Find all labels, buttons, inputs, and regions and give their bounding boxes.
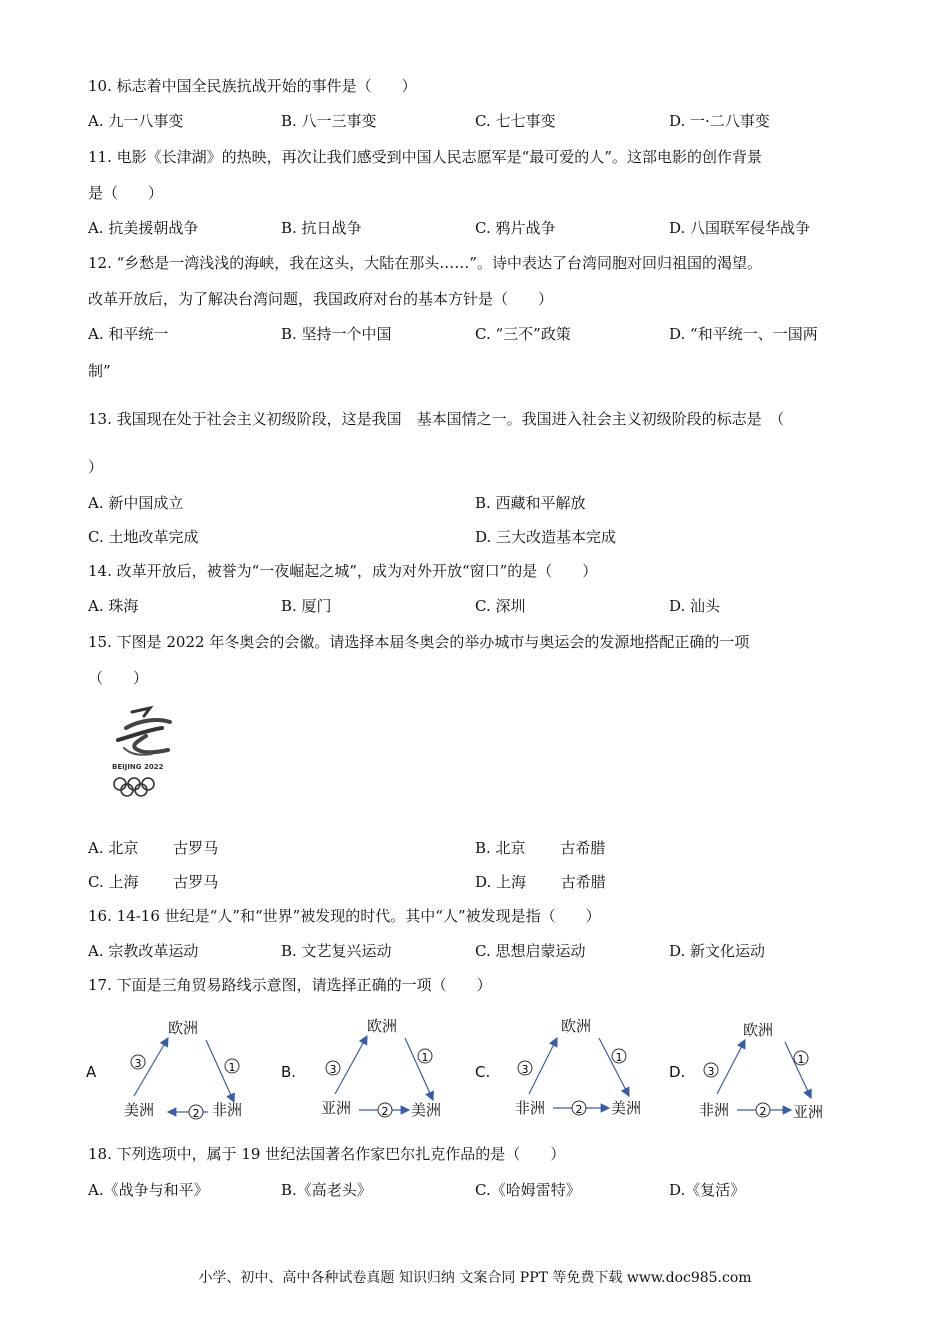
question-18-stem: 18. 下列选项中，属于 19 世纪法国著名作家巴尔扎克作品的是（ ）	[88, 1145, 566, 1163]
question-15-stem-line2: （ ）	[88, 669, 149, 687]
diagram-c-top-label: 欧洲	[561, 1017, 592, 1035]
diagram-b-right-label: 美洲	[411, 1101, 442, 1119]
diagram-c-mark-1: 1	[615, 1051, 623, 1064]
question-13-stem-line1: 13. 我国现在处于社会主义初级阶段，这是我国 基本国情之一。我国进入社会主义初级阶段的标志是 （	[88, 410, 785, 428]
q15-option-a: A. 北京 古罗马	[88, 839, 219, 857]
q10-option-b: B. 八一三事变	[281, 112, 377, 130]
diagram-b-mark-3: 3	[329, 1063, 337, 1076]
q18-option-d: D.《复活》	[669, 1181, 746, 1199]
q18-option-c: C.《哈姆雷特》	[475, 1181, 581, 1199]
q11-option-d: D. 八国联军侵华战争	[669, 219, 811, 237]
q13-option-c: C. 土地改革完成	[88, 528, 199, 546]
question-11-stem-line2: 是（ ）	[88, 184, 164, 202]
trade-diagram-a	[86, 1010, 266, 1125]
diagram-d-arrows	[669, 1010, 849, 1125]
diagram-a-mark-3: 3	[134, 1057, 142, 1070]
q14-option-d: D. 汕头	[669, 597, 721, 615]
q16-option-c: C. 思想启蒙运动	[475, 942, 586, 960]
q16-option-d: D. 新文化运动	[669, 942, 766, 960]
q13-option-d: D. 三大改造基本完成	[475, 528, 617, 546]
diagram-a-top-label: 欧洲	[168, 1019, 199, 1037]
q16-option-a: A. 宗教改革运动	[88, 942, 199, 960]
q15-option-c: C. 上海 古罗马	[88, 873, 219, 891]
question-16-stem: 16. 14-16 世纪是“人”和“世界”被发现的时代。其中“人”被发现是指（ ）	[88, 907, 601, 925]
q10-option-a: A. 九一八事变	[88, 112, 184, 130]
page-footer: 小学、初中、高中各种试卷真题 知识归纳 文案合同 PPT 等免费下载 www.doc985.com	[198, 1270, 752, 1286]
diagram-b-arrows	[281, 1010, 461, 1125]
diagram-a-mark-1: 1	[228, 1061, 236, 1074]
q10-option-c: C. 七七事变	[475, 112, 556, 130]
q11-option-a: A. 抗美援朝战争	[88, 219, 199, 237]
q14-option-b: B. 厦门	[281, 597, 332, 615]
diagram-a-mark-2: 2	[192, 1107, 200, 1120]
q15-option-d: D. 上海 古希腊	[475, 873, 606, 891]
q14-option-a: A. 珠海	[88, 597, 139, 615]
emblem-text: BEIJING 2022	[112, 763, 164, 771]
diagram-b-left-label: 亚洲	[321, 1099, 352, 1117]
trade-diagram-c	[475, 1010, 655, 1125]
q11-option-c: C. 鸦片战争	[475, 219, 556, 237]
emblem-graphic	[110, 706, 180, 802]
diagram-d-left-label: 非洲	[699, 1101, 730, 1119]
question-12-stem-line2: 改革开放后，为了解决台湾问题，我国政府对台的基本方针是（ ）	[88, 290, 554, 308]
q11-option-b: B. 抗日战争	[281, 219, 362, 237]
diagram-a-arrows	[86, 1010, 266, 1125]
diagram-c-left-label: 非洲	[515, 1099, 546, 1117]
q12-option-b: B. 坚持一个中国	[281, 325, 392, 343]
diagram-b-mark-2: 2	[381, 1105, 389, 1118]
diagram-d-top-label: 欧洲	[743, 1021, 774, 1039]
q14-option-c: C. 深圳	[475, 597, 526, 615]
q18-option-b: B.《高老头》	[281, 1181, 372, 1199]
question-14-stem: 14. 改革开放后，被誉为“一夜崛起之城”，成为对外开放“窗口”的是（ ）	[88, 562, 598, 580]
diagram-a-right-label: 非洲	[212, 1101, 243, 1119]
diagram-c-arrows	[475, 1010, 655, 1125]
diagram-d-mark-2: 2	[759, 1105, 767, 1118]
q13-option-a: A. 新中国成立	[88, 494, 184, 512]
diagram-d-mark-3: 3	[707, 1065, 715, 1078]
question-12-stem-line1: 12. “乡愁是一湾浅浅的海峡，我在这头，大陆在那头……”。诗中表达了台湾同胞对回归祖国的渴望。	[88, 254, 762, 272]
q18-option-a: A.《战争与和平》	[88, 1181, 209, 1199]
q12-option-c: C. “三不”政策	[475, 325, 571, 343]
q10-option-d: D. 一·二八事变	[669, 112, 770, 130]
diagram-a-left-label: 美洲	[124, 1101, 155, 1119]
question-17-stem: 17. 下面是三角贸易路线示意图，请选择正确的一项（ ）	[88, 976, 492, 994]
q16-option-b: B. 文艺复兴运动	[281, 942, 392, 960]
diagram-b-option-label: B.	[281, 1063, 297, 1081]
q13-option-b: B. 西藏和平解放	[475, 494, 586, 512]
trade-diagram-b	[281, 1010, 461, 1125]
question-11-stem-line1: 11. 电影《长津湖》的热映，再次让我们感受到中国人民志愿军是“最可爱的人”。这部电影的创作背景	[88, 148, 762, 166]
question-13-stem-line2: ）	[88, 458, 104, 476]
diagram-c-option-label: C.	[475, 1063, 491, 1081]
diagram-c-mark-3: 3	[521, 1063, 529, 1076]
diagram-d-option-label: D.	[669, 1063, 686, 1081]
diagram-b-mark-1: 1	[421, 1051, 429, 1064]
diagram-a-option-label: A	[86, 1063, 97, 1081]
diagram-c-mark-2: 2	[575, 1103, 583, 1116]
q15-option-b: B. 北京 古希腊	[475, 839, 606, 857]
diagram-d-right-label: 亚洲	[793, 1103, 824, 1121]
diagram-d-mark-1: 1	[797, 1053, 805, 1066]
trade-diagram-d	[669, 1010, 849, 1125]
q12-option-d-wrap: 制”	[88, 362, 111, 380]
diagram-c-right-label: 美洲	[611, 1099, 642, 1117]
question-10-stem: 10. 标志着中国全民族抗战开始的事件是（ ）	[88, 77, 417, 95]
diagram-b-top-label: 欧洲	[367, 1017, 398, 1035]
beijing-2022-emblem	[110, 706, 180, 802]
q12-option-d: D. “和平统一、一国两	[669, 325, 818, 343]
question-15-stem-line1: 15. 下图是 2022 年冬奥会的会徽。请选择本届冬奥会的举办城市与奥运会的发源地搭配正确的一项	[88, 633, 750, 651]
q12-option-a: A. 和平统一	[88, 325, 169, 343]
